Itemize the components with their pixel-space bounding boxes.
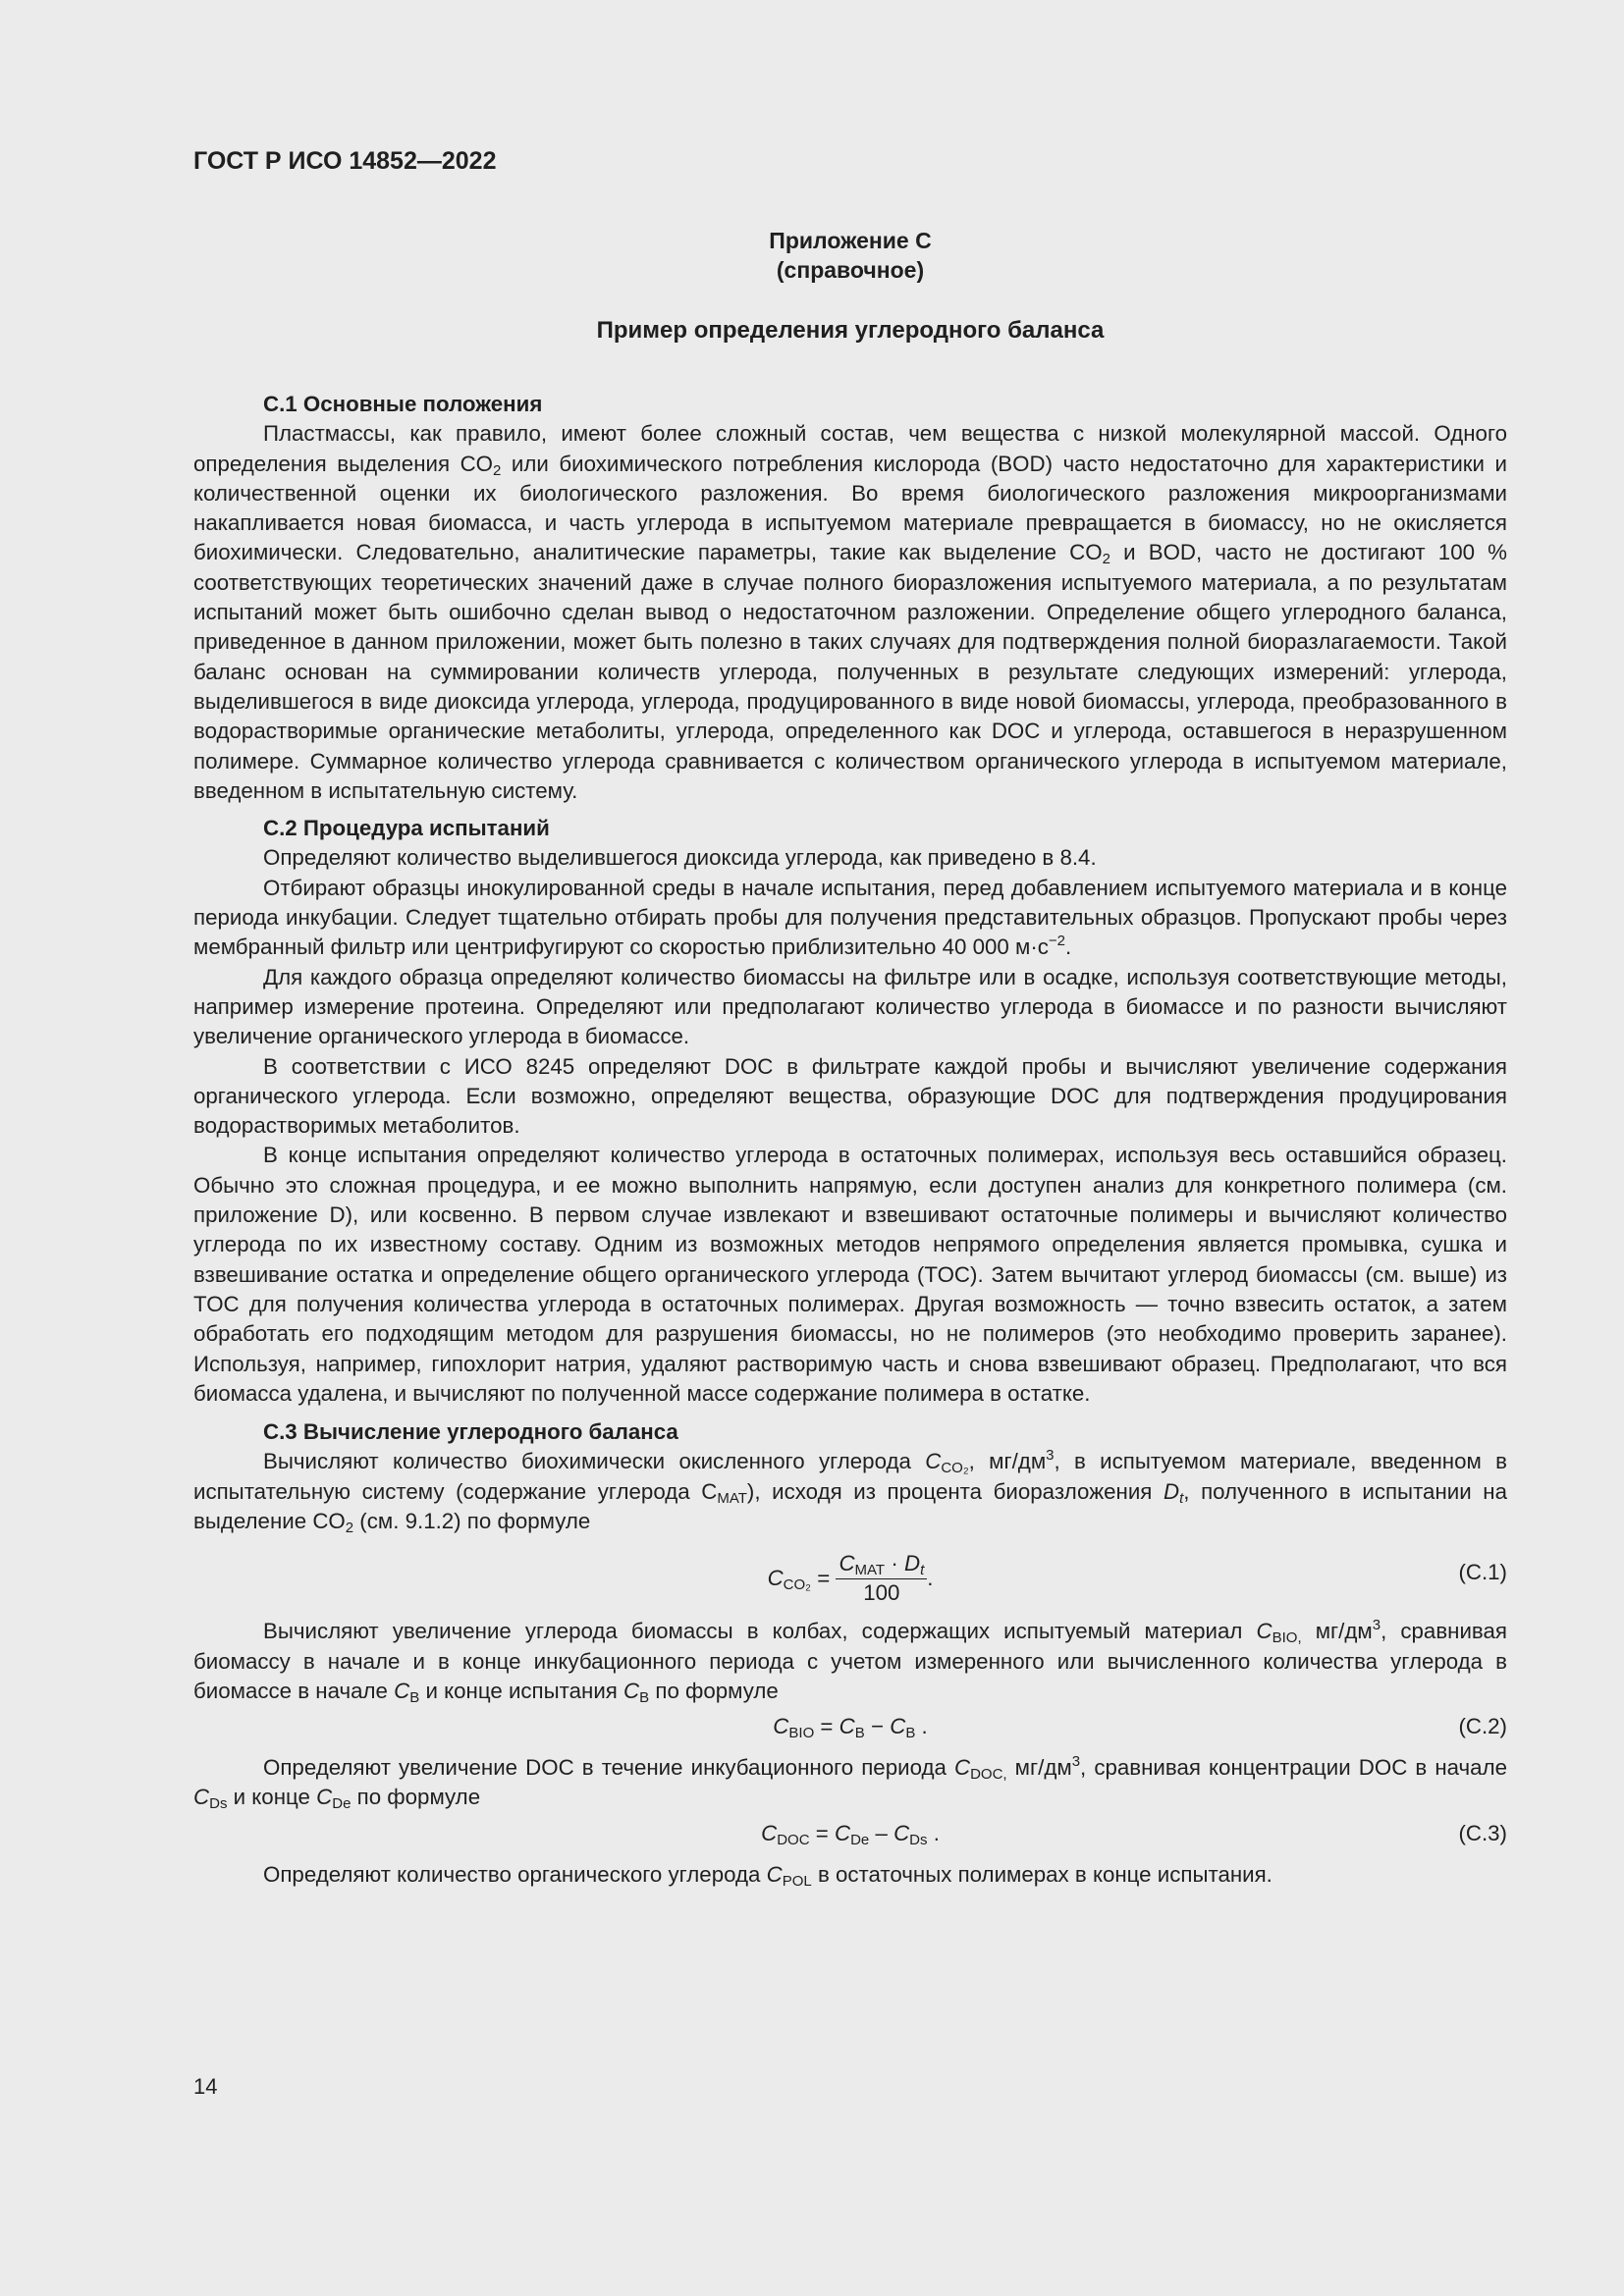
paragraph: В конце испытания определяют количество углерода в остаточных полимерах, используя весь оставшийся образец. Обычно это сложная процедура, и ее можно выполнить напрямую, если доступен анализ для конкретного полимера (см. приложение D), или косвенно. В первом случае извлекают и взвешивают остаточные полимеры и вычисляют количество углерода по их известному составу. Одним из возможных методов непрямого определения является промывка, сушка и взвешивание остатка и определение общего органического углерода (TOC). Затем вычитают углерод биомассы (см. выше) из TOC для получения количества углерода в остаточных полимерах. Другая возможность — точно взвесить остаток, а затем обработать его подходящим методом для разрушения биомассы, но не полимеров (это необходимо проверить заранее). Используя, например, гипохлорит натрия, удаляют растворимую часть и снова взвешивают образец. Предполагают, что вся биомасса удалена, и вычисляют по полученной массе содержание полимера в остатке. [193, 1143, 1507, 1406]
formula-expression: $C_{BIO} = C_B - C_B$ . [773, 1714, 928, 1742]
formula-c3 [193, 1817, 1507, 1856]
paragraph: Определяют увеличение DOC в течение инкубационного периода $C_{DOC,}$ $мг/дм^3$, сравнивая концентрации DOC в начале $C_{Ds}$ и конце $C_{De}$ по формуле [193, 1753, 1507, 1813]
section-heading-c3: С.3 Вычисление углеродного баланса [263, 1419, 678, 1445]
formula-c2 [193, 1710, 1507, 1749]
paragraph: Пластмассы, как правило, имеют более сложный состав, чем вещества с низкой молекулярной массой. Одного определения выделения $CO_2$ или биохимического потребления кислорода (BOD) часто недостаточно для характеристики и количественной оценки их биологического разложения. Во время биологического разложения микроорганизмами накапливается новая биомасса, и часть углерода в испытуемом материале превращается в биомассу, но не окисляется биохимически. Следовательно, аналитические параметры, такие как выделение $CO_2$ и BOD, часто не достигают 100 % соответствующих теоретических значений даже в случае полного биоразложения испытуемого материала, а по результатам испытаний может быть ошибочно сделан вывод о недостаточном разложении. Определение общего углеродного баланса, приведенное в данном приложении, может быть полезно в таких случаях для подтверждения полной биоразлагаемости. Такой баланс основан на суммировании количеств углерода, полученных в результате следующих измерений: углерода, выделившегося в виде диоксида углерода, углерода, продуцированного в виде новой биомассы, углерода, преобразованного в водорастворимые органические метаболиты, углерода, определенного как DOC и углерода, оставшегося в неразрушенном полимере. Суммарное количество углерода сравнивается с количеством органического углерода в испытуемом материале, введенном в испытательную систему. [193, 421, 1507, 803]
section-heading-c1: С.1 Основные положения [263, 392, 543, 416]
paragraph: Определяют количество органического углерода $C_{POL}$ в остаточных полимерах в конце испытания. [263, 1861, 1272, 1890]
document-body [193, 390, 1507, 1890]
paragraph: Вычисляют увеличение углерода биомассы в колбах, содержащих испытуемый материал $C_{BIO,}$ $мг/дм^3$, сравнивая биомассу в начале и в конце инкубационного периода с учетом измеренного или вычисленного количества углерода в биомассе в начале $C_B$ и конце испытания $C_B$ по формуле [193, 1617, 1508, 1706]
formula-number: (C.3) [1458, 1820, 1507, 1845]
paragraph: Для каждого образца определяют количество биомассы на фильтре или в осадке, используя соответствующие методы, например измерение протеина. Определяют или предполагают количество углерода в биомассе и по разности вычисляют увеличение органического углерода в биомассе. [193, 964, 1507, 1049]
annex-title: Пример определения углеродного баланса [596, 317, 1105, 344]
annex-status: (справочное) [776, 257, 925, 283]
paragraph: Определяют количество выделившегося диоксида углерода, как приведено в 8.4. [263, 845, 1097, 871]
paragraph: Вычисляют количество биохимически окисленного углерода $C_{CO_2}$, $мг/дм^3$, в испытуемом материале, введенном в испытательную систему (содержание углерода $C_{MAT}$), исходя из процента биоразложения $D_t$, полученного в испытании на выделение $CO_2$ (см. 9.1.2) по формуле [193, 1447, 1507, 1536]
annex-heading [193, 226, 1507, 285]
formula-expression: $C_{DOC} = C_{De} - C_{Ds}$ . [761, 1820, 940, 1848]
document-code: ГОСТ Р ИСО 14852—2022 [193, 147, 497, 175]
paragraph: Отбирают образцы инокулированной среды в начале испытания, перед добавлением испытуемого материала и в конце периода инкубации. Следует тщательно отбирать пробы для получения представительных образцов. Пропускают пробы через мембранный фильтр или центрифугируют со скоростью приблизительно 40 000 $м\cdot с^{-2}$. [193, 875, 1507, 960]
formula-c1 [193, 1544, 1507, 1615]
section-heading-c2: С.2 Процедура испытаний [263, 816, 550, 841]
annex-label: Приложение С [769, 228, 932, 253]
formula-expression: $C_{CO_2}$ = $\frac{C_{MAT} \cdot D_t}{100}$ . [767, 1551, 934, 1606]
document-page [193, 0, 1507, 2296]
formula-number: (C.1) [1458, 1560, 1507, 1585]
page-number: 14 [193, 2074, 218, 2099]
paragraph: В соответствии с ИСО 8245 определяют DOC в фильтрате каждой пробы и вычисляют увеличение содержания органического углерода. Если возможно, определяют вещества, образующие DOC для подтверждения продуцирования водорастворимых метаболитов. [193, 1053, 1507, 1139]
formula-number: (C.2) [1458, 1714, 1507, 1739]
